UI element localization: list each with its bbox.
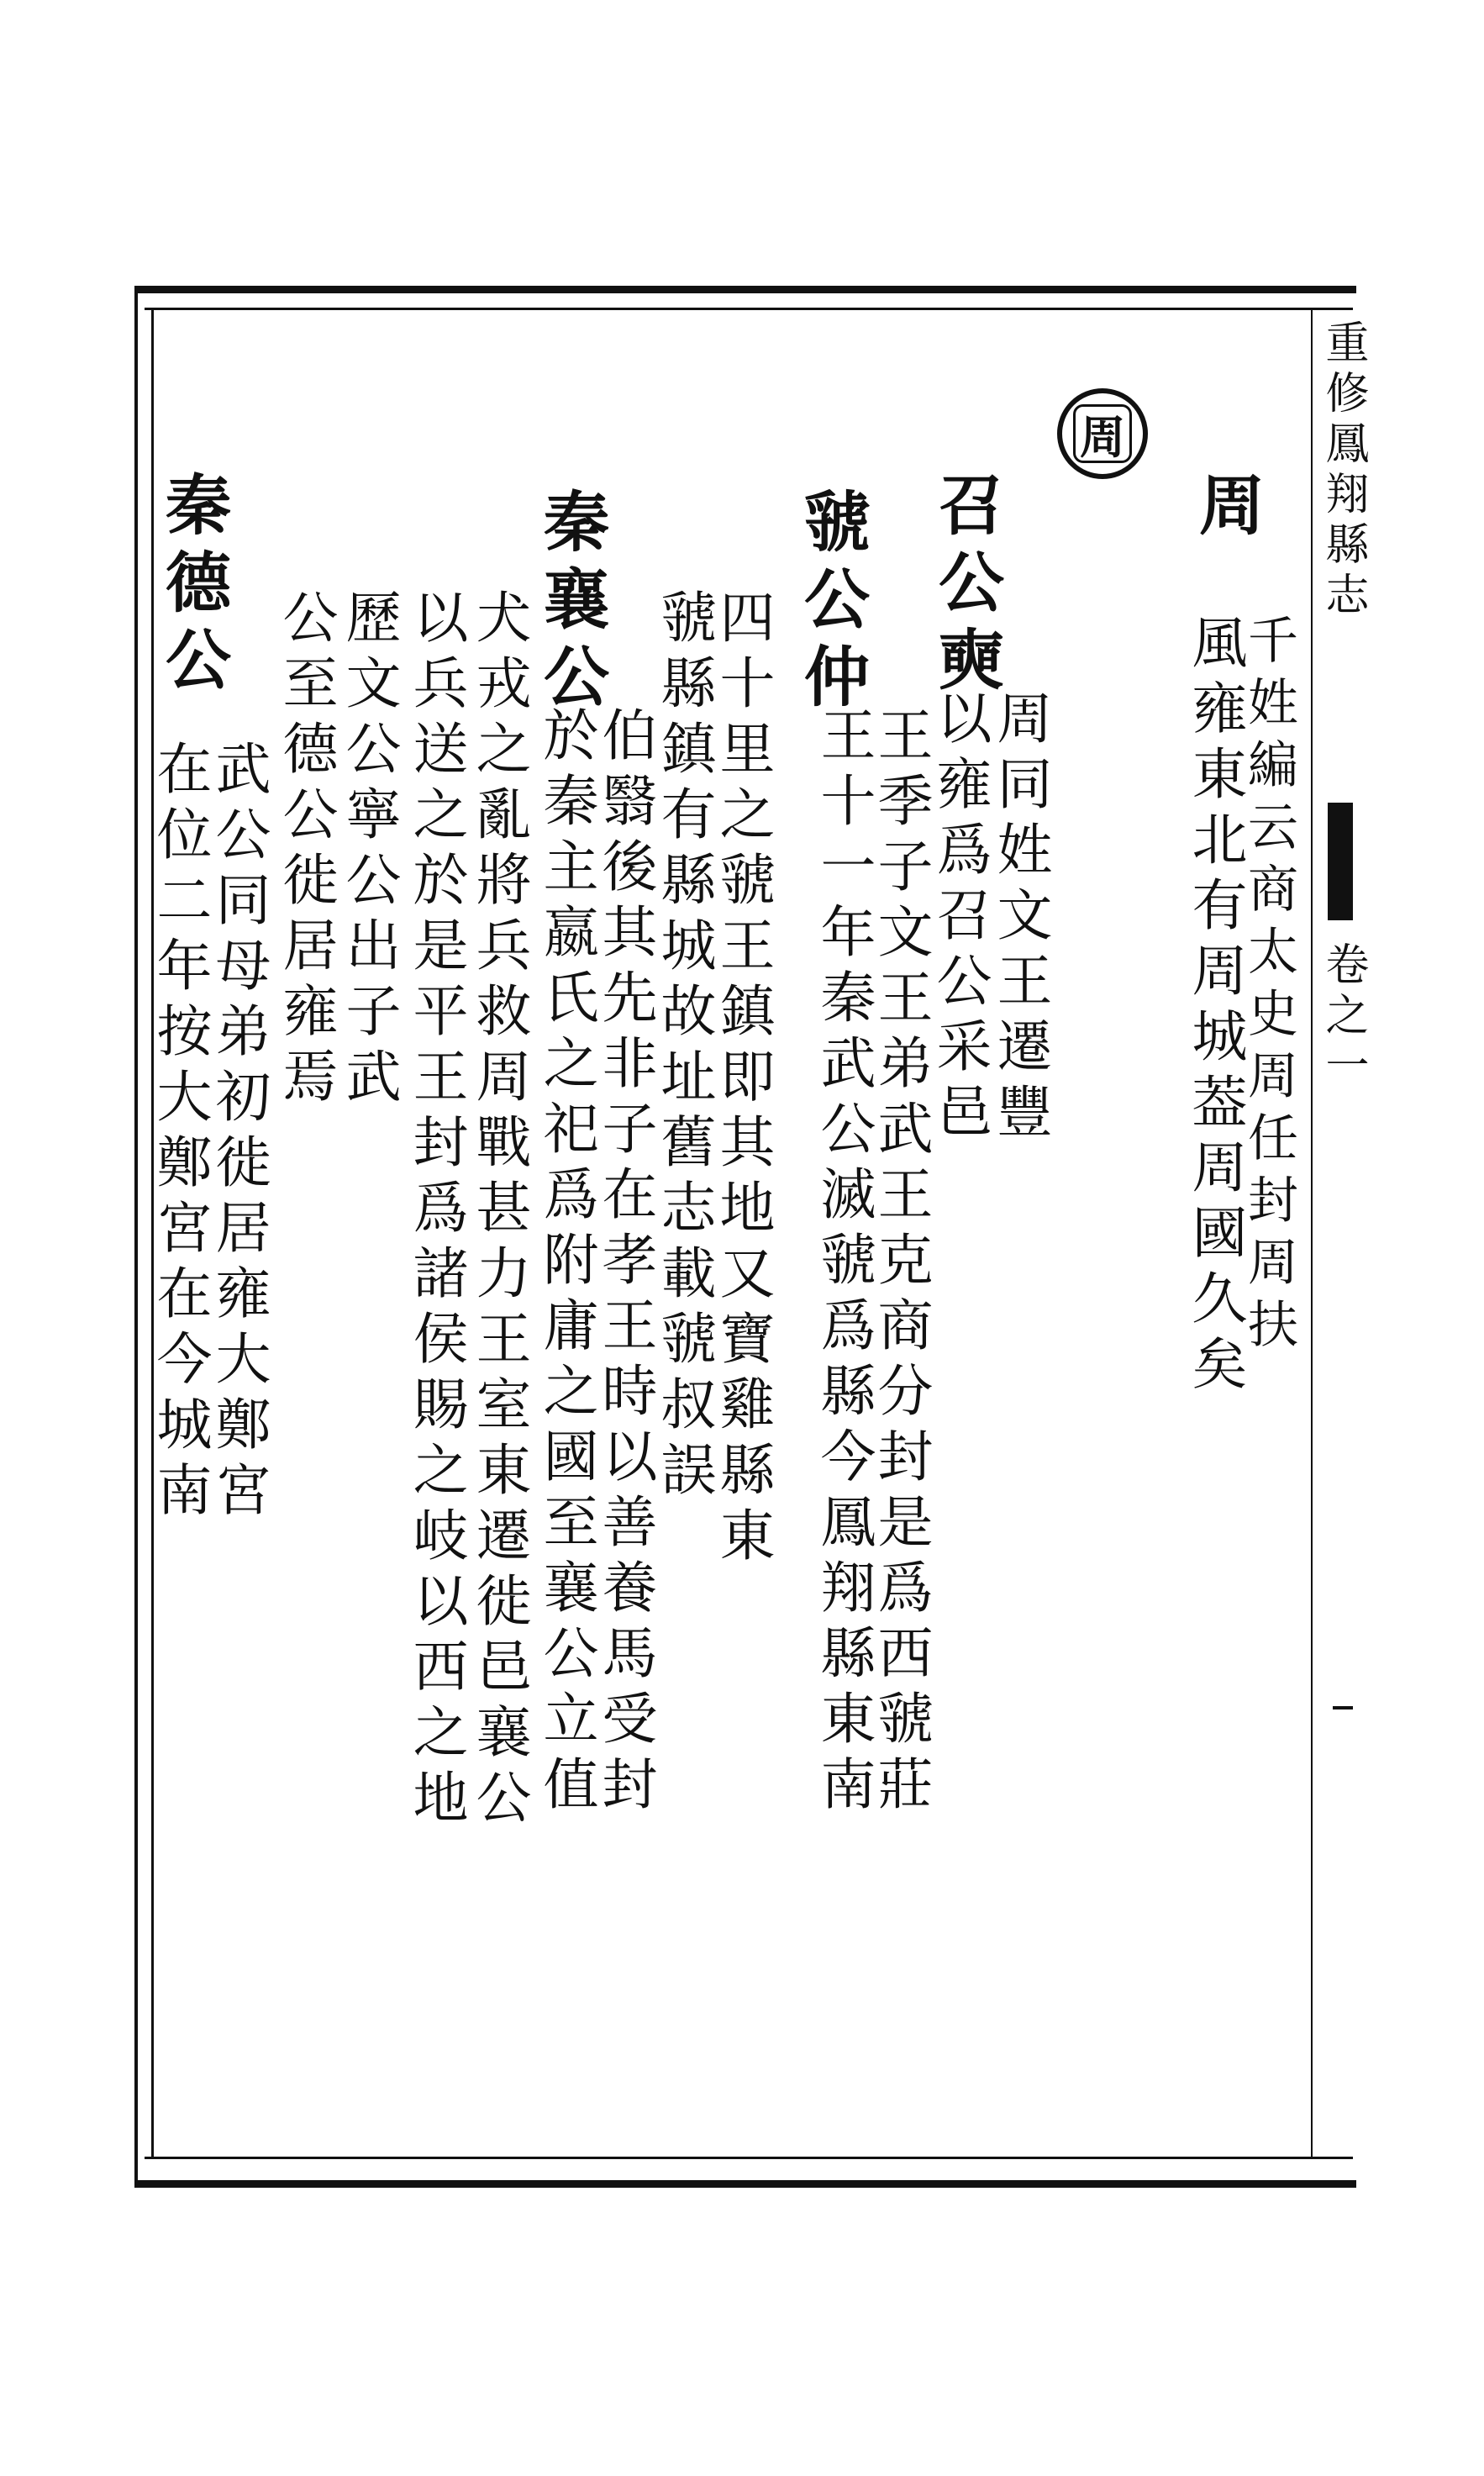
entry-body-shaogong-2: 以雍爲召公采邑 <box>927 689 992 1148</box>
entry-title-degong: 秦德公 <box>155 471 231 703</box>
fishtail-mark <box>1328 803 1353 920</box>
seal-stamp <box>1057 388 1148 479</box>
entry-body-guogong-1: 王季子文王弟武王克商分封是爲西虢莊 <box>868 706 933 1820</box>
entry-body-xianggong-3: 犬戎之亂將兵救周戰甚力王室東遷徙邑襄公 <box>466 588 531 1834</box>
seal-char: 周 <box>1073 404 1132 463</box>
entry-title-guogong: 虢公仲 <box>793 487 870 719</box>
entry-body-shaogong-1: 周同姓文王遷豐 <box>987 689 1052 1148</box>
margin-rule <box>1311 308 1313 2157</box>
margin-title: 重修鳳翔縣志 <box>1318 319 1368 622</box>
margin-tick <box>1333 1706 1353 1709</box>
entry-title-shaogong: 召公奭 <box>928 471 1004 703</box>
entry-note-zhou: 千姓編云商太史周任封周扶 <box>1239 614 1298 1360</box>
entry-body-xianggong-5: 歷文公寧公出子武 <box>336 588 401 1113</box>
entry-body-xianggong-4: 以兵送之於是平王封爲諸侯賜之岐以西之地 <box>403 588 468 1834</box>
margin-juan: 卷之一 <box>1318 941 1368 1093</box>
border-inner-top <box>145 308 1353 310</box>
entry-body-guogong-2: 王十一年秦武公滅虢爲縣今鳳翔縣東南 <box>811 706 876 1820</box>
entry-body-degong-1: 武公同母弟初徙居雍大鄭宮 <box>206 740 271 1526</box>
entry-body-xianggong-6: 公至德公徙居雍焉 <box>273 588 338 1113</box>
entry-title-zhou: 周 <box>1188 471 1265 548</box>
entry-body-degong-2: 在位二年按大鄭宮在今城南 <box>147 740 212 1526</box>
entry-body-guogong-4: 虢縣鎮有縣城故址舊志載虢叔誤 <box>651 588 716 1506</box>
entry-body-xianggong-2: 於秦主嬴氏之祀爲附庸之國至襄公立值 <box>534 706 598 1820</box>
entry-body-guogong-3: 四十里之虢王鎮即其地又寶雞縣東 <box>710 588 775 1572</box>
border-inner-bottom <box>145 2157 1353 2159</box>
entry-title-xianggong: 秦襄公 <box>533 487 609 719</box>
entry-body-zhou: 風雍東北有周城葢周國久矣 <box>1182 614 1247 1400</box>
entry-body-xianggong-1: 伯翳後其先非子在孝王時以善養馬受封 <box>592 706 657 1820</box>
